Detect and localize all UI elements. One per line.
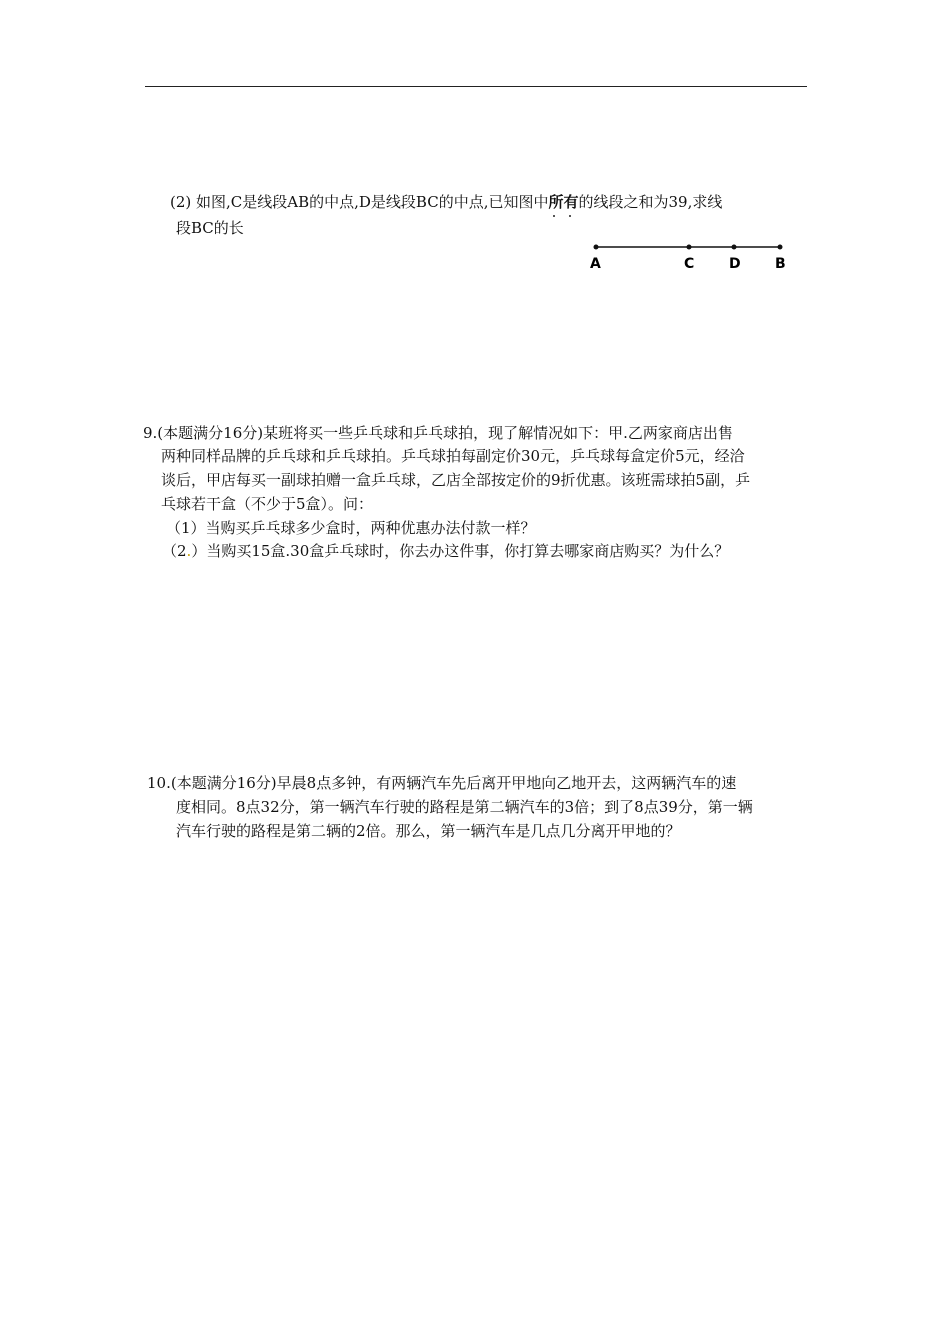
q8-part2-emphasis-text: 所有 <box>548 193 579 211</box>
q9-line3: 谈后，甲店每买一副球拍赠一盒乒乓球，乙店全部按定价的9折优惠。该班需球拍5副，乒 <box>161 471 751 489</box>
q8-part2-text-a: 如图,C是线段AB的中点,D是线段BC的中点,已知图中 <box>191 193 549 211</box>
q9-sub2-mark: . <box>186 542 192 560</box>
label-d: D <box>729 256 741 272</box>
q10-line2: 度相同。8点32分，第一辆汽车行驶的路程是第二辆汽车的3倍；到了8点39分，第一辆 <box>176 798 753 816</box>
q8-part2-number: (2) <box>170 193 192 211</box>
q10-line3: 汽车行驶的路程是第二辆的2倍。那么，第一辆汽车是几点几分离开甲地的？ <box>176 822 681 840</box>
point-d <box>732 245 737 250</box>
q8-part2-emphasis <box>548 193 578 211</box>
q9-sub2-text: ）当购买15盒.30盒乒乓球时，你去办这件事，你打算去哪家商店购买？为什么？ <box>191 542 730 560</box>
label-a: A <box>590 256 601 272</box>
point-c <box>687 245 692 250</box>
q9-line4: 乓球若干盒（不少于5盒）。问： <box>161 495 374 513</box>
q8-part2-line1 <box>170 193 722 211</box>
q10-line1: 10.(本题满分16分)早晨8点多钟，有两辆汽车先后离开甲地向乙地开去，这两辆汽车的速 <box>147 774 737 792</box>
header-rule <box>145 86 807 87</box>
point-a <box>594 245 599 250</box>
q9-line2: 两种同样品牌的乒乓球和乒乓球拍。乒乓球拍每副定价30元，乒乓球每盒定价5元，经洽 <box>161 447 745 465</box>
q8-part2-text-b: 的线段之和为39,求线 <box>578 193 723 211</box>
q9-line1: 9.(本题满分16分)某班将买一些乒乓球和乒乓球拍，现了解情况如下：甲.乙两家商店出售 <box>143 424 733 442</box>
q9-sub2 <box>162 542 729 560</box>
point-b <box>778 245 783 250</box>
label-b: B <box>775 256 786 272</box>
label-c: C <box>684 256 695 272</box>
q9-sub2-num: （2 <box>162 542 187 560</box>
segment-figure <box>585 236 795 276</box>
q9-sub1: （1）当购买乒乓球多少盒时，两种优惠办法付款一样？ <box>166 519 536 537</box>
q8-part2-line2: 段BC的长 <box>176 219 244 237</box>
